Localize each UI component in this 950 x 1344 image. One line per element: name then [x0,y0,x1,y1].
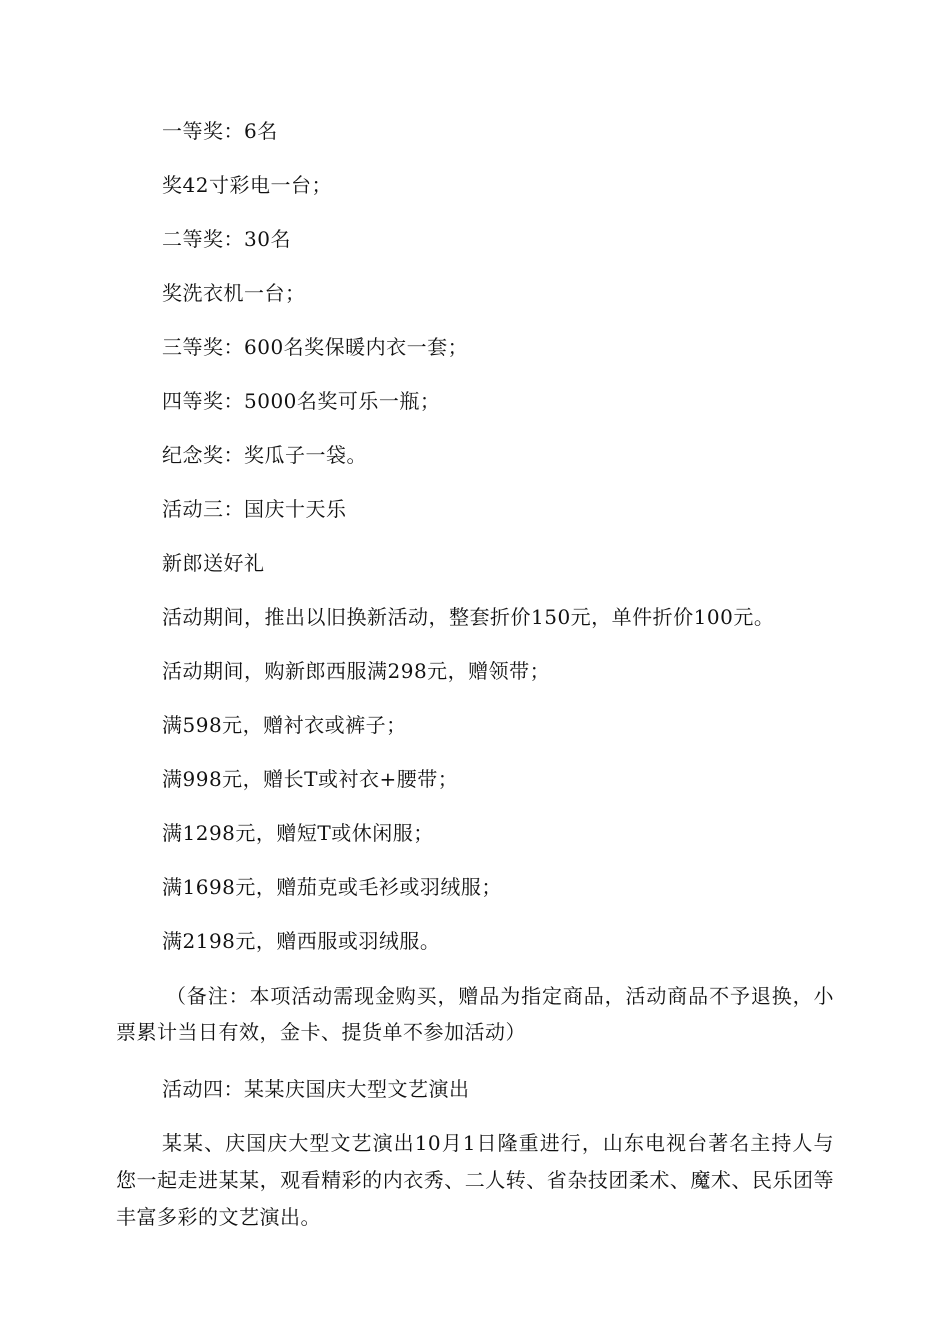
prize-second: 二等奖：30名 [162,227,291,251]
gift-tier-598: 满598元，赠衬衣或裤子； [162,713,407,737]
prize-souvenir: 纪念奖：奖瓜子一袋。 [162,443,367,467]
activity4-body: 某某、庆国庆大型文艺演出10月1日隆重进行，山东电视台著名主持人与您一起走进某某，观看精彩的内衣秀、二人转、省杂技团柔术、魔术、民乐团等丰富多彩的文艺演出。 [116,1131,834,1229]
gift-tier-1698: 满1698元，赠茄克或毛衫或羽绒服； [162,875,502,899]
prize-third: 三等奖：600名奖保暖内衣一套； [162,335,469,359]
activity4-title: 活动四：某某庆国庆大型文艺演出 [162,1077,470,1101]
gift-tier-1298: 满1298元，赠短T或休闲服； [162,821,434,845]
prize-first-item: 奖42寸彩电一台； [162,173,332,197]
gift-tier-2198: 满2198元，赠西服或羽绒服。 [162,929,441,953]
prize-first: 一等奖：6名 [162,119,278,143]
prize-fourth: 四等奖：5000名奖可乐一瓶； [162,389,441,413]
prize-second-item: 奖洗衣机一台； [162,281,306,305]
activity-note: （备注：本项活动需现金购买，赠品为指定商品，活动商品不予退换，小票累计当日有效，金卡、提货单不参加活动） [116,984,834,1044]
activity3-title: 活动三：国庆十天乐 [162,497,347,521]
gift-tier-998: 满998元，赠长T或衬衣+腰带； [162,767,459,791]
gift-tier-298: 活动期间，购新郎西服满298元，赠领带； [162,659,551,683]
trade-in-offer: 活动期间，推出以旧换新活动，整套折价150元，单件折价100元。 [162,605,775,629]
activity3-subtitle: 新郎送好礼 [162,551,265,575]
